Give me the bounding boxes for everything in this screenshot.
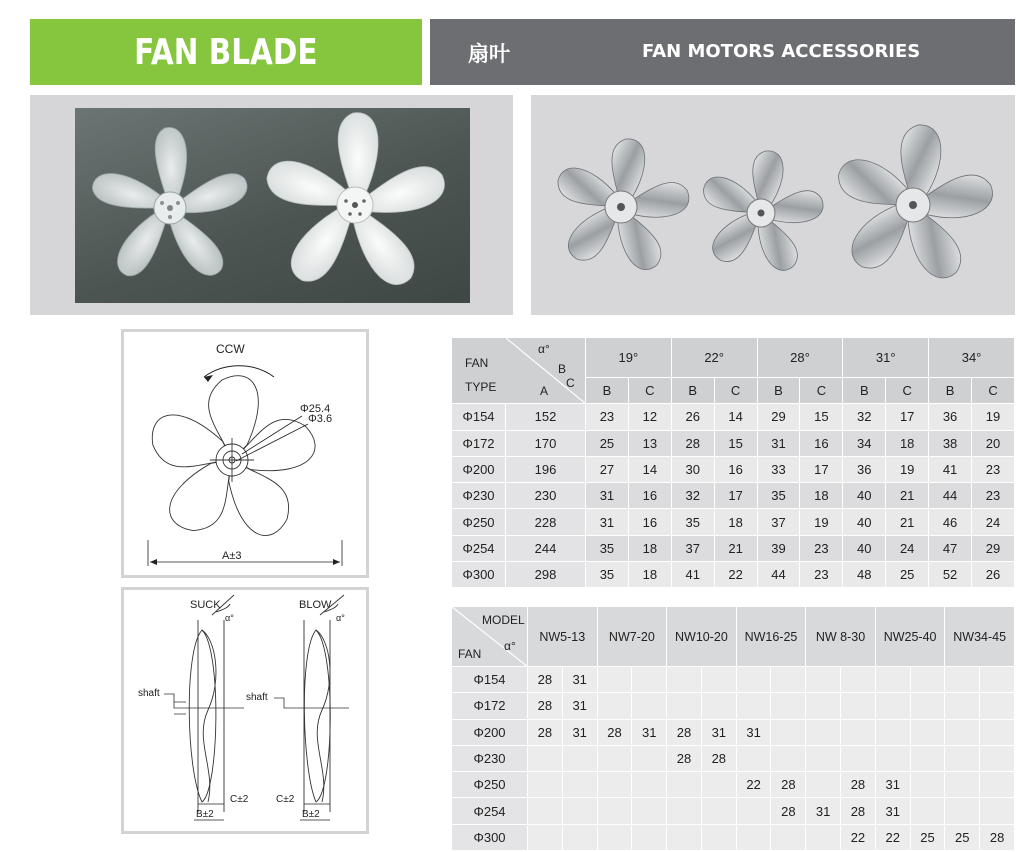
model-value-cell: [632, 772, 667, 798]
spec-value-cell: 29: [972, 536, 1015, 562]
diameter-a-cell: 230: [506, 483, 586, 509]
model-header: NW10-20: [667, 607, 737, 667]
spec-value-cell: 15: [800, 404, 843, 430]
model-value-cell: 22: [737, 772, 772, 798]
spec-value-cell: 40: [843, 509, 886, 535]
model-value-cell: [528, 746, 563, 772]
model-value-cell: 25: [911, 825, 946, 851]
spec-value-cell: 23: [800, 562, 843, 588]
spec-value-cell: 23: [586, 404, 629, 430]
model-value-cell: [598, 693, 633, 719]
table-row: [452, 509, 1015, 535]
spec-value-cell: 21: [715, 536, 758, 562]
model-value-cell: [806, 667, 841, 693]
spec-value-cell: 25: [886, 562, 929, 588]
metal-blade-photo: [531, 95, 1015, 315]
model-value-cell: [911, 746, 946, 772]
plastic-blade-photo: [75, 108, 470, 303]
category-subtitle: FAN MOTORS ACCESSORIES: [642, 41, 921, 62]
model-value-cell: [667, 825, 702, 851]
model-value-cell: [980, 720, 1015, 746]
model-value-cell: [945, 720, 980, 746]
sub-header-b: B: [929, 378, 972, 404]
diameter-a-cell: 196: [506, 457, 586, 483]
model-value-cell: [563, 798, 598, 824]
spec-value-cell: 15: [715, 431, 758, 457]
model-value-cell: 22: [841, 825, 876, 851]
model-value-cell: [980, 772, 1015, 798]
model-value-cell: 28: [528, 693, 563, 719]
model-value-cell: [911, 772, 946, 798]
spec-value-cell: 17: [715, 483, 758, 509]
model-value-cell: [876, 693, 911, 719]
model-value-cell: [911, 720, 946, 746]
spec-value-cell: 24: [972, 509, 1015, 535]
diameter-a-cell: 152: [506, 404, 586, 430]
spec-value-cell: 38: [929, 431, 972, 457]
spec-table-corner: FAN TYPE α° B C A: [452, 338, 586, 404]
model-value-cell: 28: [702, 746, 737, 772]
model-value-cell: [876, 667, 911, 693]
model-value-cell: [841, 746, 876, 772]
spec-value-cell: 16: [629, 483, 672, 509]
blow-angle-label: α°: [336, 613, 345, 623]
model-value-cell: [980, 693, 1015, 719]
spec-value-cell: 35: [758, 483, 801, 509]
spec-value-cell: 35: [672, 509, 715, 535]
spec-value-cell: 35: [586, 536, 629, 562]
model-value-cell: 28: [771, 798, 806, 824]
table-row: [452, 825, 1015, 851]
model-value-cell: [528, 825, 563, 851]
table-row: [452, 536, 1015, 562]
fan-type-cell: Φ172: [452, 431, 506, 457]
fan-size-cell: Φ254: [452, 798, 528, 824]
model-value-cell: [911, 667, 946, 693]
model-header: NW34-45: [945, 607, 1015, 667]
fan-type-cell: Φ230: [452, 483, 506, 509]
fan-size-cell: Φ200: [452, 720, 528, 746]
angle-header: 28°: [758, 338, 844, 378]
spec-value-cell: 37: [758, 509, 801, 535]
model-value-cell: [841, 667, 876, 693]
model-value-cell: [598, 825, 633, 851]
fan-size-cell: Φ172: [452, 693, 528, 719]
model-value-cell: [598, 667, 633, 693]
model-value-cell: 31: [876, 772, 911, 798]
model-value-cell: [528, 772, 563, 798]
spec-value-cell: 12: [629, 404, 672, 430]
hub-diameter-label: Φ25.4: [300, 403, 331, 415]
spec-value-cell: 41: [672, 562, 715, 588]
blade-spec-table: [452, 338, 1015, 588]
model-header: NW5-13: [528, 607, 598, 667]
spec-value-cell: 17: [886, 404, 929, 430]
sub-header-c: C: [886, 378, 929, 404]
spec-value-cell: 40: [843, 483, 886, 509]
blow-label: BLOW: [299, 599, 332, 611]
model-value-cell: 31: [702, 720, 737, 746]
spec-value-cell: 18: [886, 431, 929, 457]
model-value-cell: [806, 825, 841, 851]
model-value-cell: [632, 693, 667, 719]
fan-blade-title-bar: [30, 19, 422, 85]
spec-value-cell: 17: [800, 457, 843, 483]
model-value-cell: 28: [980, 825, 1015, 851]
spec-value-cell: 44: [929, 483, 972, 509]
c-dim-right: C±2: [276, 794, 295, 805]
model-value-cell: [702, 798, 737, 824]
b-dim-left: B±2: [196, 809, 214, 820]
spec-value-cell: 23: [972, 483, 1015, 509]
model-value-cell: [563, 746, 598, 772]
sub-header-c: C: [972, 378, 1015, 404]
translucent-fan-blade: [89, 127, 252, 282]
spec-value-cell: 31: [586, 509, 629, 535]
model-value-cell: [702, 693, 737, 719]
spec-value-cell: 20: [972, 431, 1015, 457]
model-value-cell: 31: [563, 693, 598, 719]
category-bar: [430, 19, 1015, 85]
spec-value-cell: 16: [715, 457, 758, 483]
metal-fan-blade-medium: [699, 151, 826, 276]
spec-value-cell: 18: [629, 562, 672, 588]
spec-value-cell: 23: [800, 536, 843, 562]
spec-value-cell: 36: [843, 457, 886, 483]
table-row: [452, 431, 1015, 457]
model-value-cell: [737, 667, 772, 693]
metal-fan-blade-large: [833, 125, 998, 286]
spec-value-cell: 36: [929, 404, 972, 430]
spec-value-cell: 25: [586, 431, 629, 457]
fan-type-cell: Φ200: [452, 457, 506, 483]
spec-value-cell: 26: [672, 404, 715, 430]
spec-value-cell: 52: [929, 562, 972, 588]
model-compat-table: [452, 607, 1015, 851]
model-value-cell: [667, 667, 702, 693]
model-value-cell: [945, 746, 980, 772]
model-value-cell: [702, 667, 737, 693]
fan-type-cell: Φ250: [452, 509, 506, 535]
sub-header-b: B: [586, 378, 629, 404]
suck-angle-label: α°: [225, 613, 234, 623]
spec-value-cell: 29: [758, 404, 801, 430]
spec-value-cell: 18: [715, 509, 758, 535]
model-value-cell: 28: [667, 746, 702, 772]
diameter-a-cell: 170: [506, 431, 586, 457]
model-value-cell: [806, 746, 841, 772]
model-value-cell: [911, 693, 946, 719]
model-value-cell: [980, 746, 1015, 772]
spec-value-cell: 13: [629, 431, 672, 457]
model-value-cell: [702, 825, 737, 851]
table-row: [452, 720, 1015, 746]
model-value-cell: 31: [737, 720, 772, 746]
model-value-cell: [632, 798, 667, 824]
blade-front-drawing: [121, 329, 369, 578]
fan-size-cell: Φ154: [452, 667, 528, 693]
spec-value-cell: 26: [972, 562, 1015, 588]
table-row: [452, 562, 1015, 588]
fan-type-cell: Φ300: [452, 562, 506, 588]
sub-header-c: C: [715, 378, 758, 404]
model-value-cell: [876, 720, 911, 746]
spec-value-cell: 31: [586, 483, 629, 509]
spec-value-cell: 41: [929, 457, 972, 483]
sub-header-c: C: [629, 378, 672, 404]
table-row: [452, 693, 1015, 719]
spec-value-cell: 19: [886, 457, 929, 483]
shaft-label-left: shaft: [138, 688, 160, 699]
angle-header: 31°: [843, 338, 929, 378]
model-value-cell: 28: [771, 772, 806, 798]
model-value-cell: [528, 798, 563, 824]
model-value-cell: [737, 693, 772, 719]
diameter-dim-label: A±3: [222, 550, 242, 562]
fan-size-cell: Φ250: [452, 772, 528, 798]
model-value-cell: [806, 693, 841, 719]
spec-value-cell: 24: [886, 536, 929, 562]
model-value-cell: 31: [563, 720, 598, 746]
spec-value-cell: 19: [800, 509, 843, 535]
spec-value-cell: 28: [672, 431, 715, 457]
rotation-label: CCW: [216, 342, 245, 356]
diameter-a-cell: 298: [506, 562, 586, 588]
table-row: [452, 798, 1015, 824]
model-value-cell: 31: [806, 798, 841, 824]
spec-value-cell: 18: [629, 536, 672, 562]
spec-value-cell: 47: [929, 536, 972, 562]
model-value-cell: [737, 746, 772, 772]
spec-value-cell: 34: [843, 431, 886, 457]
model-value-cell: [667, 693, 702, 719]
model-value-cell: [632, 667, 667, 693]
model-value-cell: [598, 772, 633, 798]
model-value-cell: [702, 772, 737, 798]
model-value-cell: [667, 798, 702, 824]
model-value-cell: 31: [563, 667, 598, 693]
spec-value-cell: 30: [672, 457, 715, 483]
model-value-cell: 28: [598, 720, 633, 746]
model-value-cell: 28: [841, 798, 876, 824]
model-value-cell: 28: [667, 720, 702, 746]
table-row: [452, 746, 1015, 772]
table-row: [452, 404, 1015, 430]
b-dim-right: B±2: [302, 809, 320, 820]
model-value-cell: [771, 693, 806, 719]
fan-size-cell: Φ230: [452, 746, 528, 772]
model-value-cell: [598, 746, 633, 772]
spec-value-cell: 39: [758, 536, 801, 562]
fan-type-cell: Φ154: [452, 404, 506, 430]
model-value-cell: [945, 798, 980, 824]
table-row: [452, 457, 1015, 483]
model-value-cell: 31: [632, 720, 667, 746]
model-value-cell: [632, 746, 667, 772]
blow-side-outline: [304, 595, 344, 812]
model-value-cell: [667, 772, 702, 798]
spec-value-cell: 22: [715, 562, 758, 588]
model-value-cell: 28: [841, 772, 876, 798]
model-header: NW7-20: [598, 607, 668, 667]
model-value-cell: [841, 693, 876, 719]
diameter-a-cell: 244: [506, 536, 586, 562]
fan-size-cell: Φ300: [452, 825, 528, 851]
spec-value-cell: 19: [972, 404, 1015, 430]
sub-header-b: B: [758, 378, 801, 404]
model-value-cell: [806, 720, 841, 746]
spec-value-cell: 40: [843, 536, 886, 562]
angle-header: 22°: [672, 338, 758, 378]
model-value-cell: [737, 825, 772, 851]
blade-side-drawing: [121, 587, 369, 834]
model-header: NW 8-30: [806, 607, 876, 667]
metal-fan-blade-small: [553, 139, 693, 276]
model-value-cell: [563, 825, 598, 851]
model-value-cell: 31: [876, 798, 911, 824]
model-value-cell: [980, 667, 1015, 693]
spec-value-cell: 21: [886, 483, 929, 509]
diameter-a-cell: 228: [506, 509, 586, 535]
model-value-cell: [632, 825, 667, 851]
spec-value-cell: 44: [758, 562, 801, 588]
spec-value-cell: 23: [972, 457, 1015, 483]
spec-value-cell: 27: [586, 457, 629, 483]
table-row: [452, 772, 1015, 798]
model-value-cell: [771, 825, 806, 851]
table-row: [452, 483, 1015, 509]
spec-value-cell: 33: [758, 457, 801, 483]
shaft-label-right: shaft: [246, 692, 268, 703]
spec-value-cell: 18: [800, 483, 843, 509]
spec-value-cell: 14: [629, 457, 672, 483]
suck-label: SUCK: [190, 599, 221, 611]
sub-header-b: B: [843, 378, 886, 404]
model-value-cell: [771, 746, 806, 772]
table-row: [452, 667, 1015, 693]
model-header: NW16-25: [737, 607, 807, 667]
white-fan-blade: [262, 113, 450, 294]
spec-value-cell: 16: [800, 431, 843, 457]
model-value-cell: [737, 798, 772, 824]
model-value-cell: [841, 720, 876, 746]
spec-value-cell: 32: [843, 404, 886, 430]
model-value-cell: [945, 693, 980, 719]
angle-header: 34°: [929, 338, 1015, 378]
fan-type-cell: Φ254: [452, 536, 506, 562]
sub-header-b: B: [672, 378, 715, 404]
spec-value-cell: 21: [886, 509, 929, 535]
hole-diameter-label: Φ3.6: [308, 413, 333, 425]
spec-value-cell: 16: [629, 509, 672, 535]
c-dim-left: C±2: [230, 794, 249, 805]
model-value-cell: 22: [876, 825, 911, 851]
angle-header: 19°: [586, 338, 672, 378]
model-value-cell: [945, 667, 980, 693]
spec-value-cell: 32: [672, 483, 715, 509]
model-value-cell: [876, 746, 911, 772]
model-value-cell: [806, 772, 841, 798]
suck-side-outline: [189, 595, 234, 812]
spec-value-cell: 48: [843, 562, 886, 588]
model-value-cell: [771, 720, 806, 746]
model-value-cell: [771, 667, 806, 693]
sub-header-c: C: [800, 378, 843, 404]
model-header: NW25-40: [876, 607, 946, 667]
chinese-title: 扇叶: [468, 42, 510, 66]
spec-value-cell: 37: [672, 536, 715, 562]
model-value-cell: [980, 798, 1015, 824]
page-title: FAN BLADE: [134, 31, 318, 73]
spec-value-cell: 14: [715, 404, 758, 430]
model-value-cell: [563, 772, 598, 798]
model-value-cell: 28: [528, 720, 563, 746]
model-value-cell: 25: [945, 825, 980, 851]
model-value-cell: [598, 798, 633, 824]
model-value-cell: [945, 772, 980, 798]
model-value-cell: [911, 798, 946, 824]
spec-value-cell: 46: [929, 509, 972, 535]
model-table-corner: MODEL α° FAN: [452, 607, 528, 667]
blade-outline: [145, 376, 321, 544]
model-value-cell: 28: [528, 667, 563, 693]
spec-value-cell: 35: [586, 562, 629, 588]
spec-value-cell: 31: [758, 431, 801, 457]
